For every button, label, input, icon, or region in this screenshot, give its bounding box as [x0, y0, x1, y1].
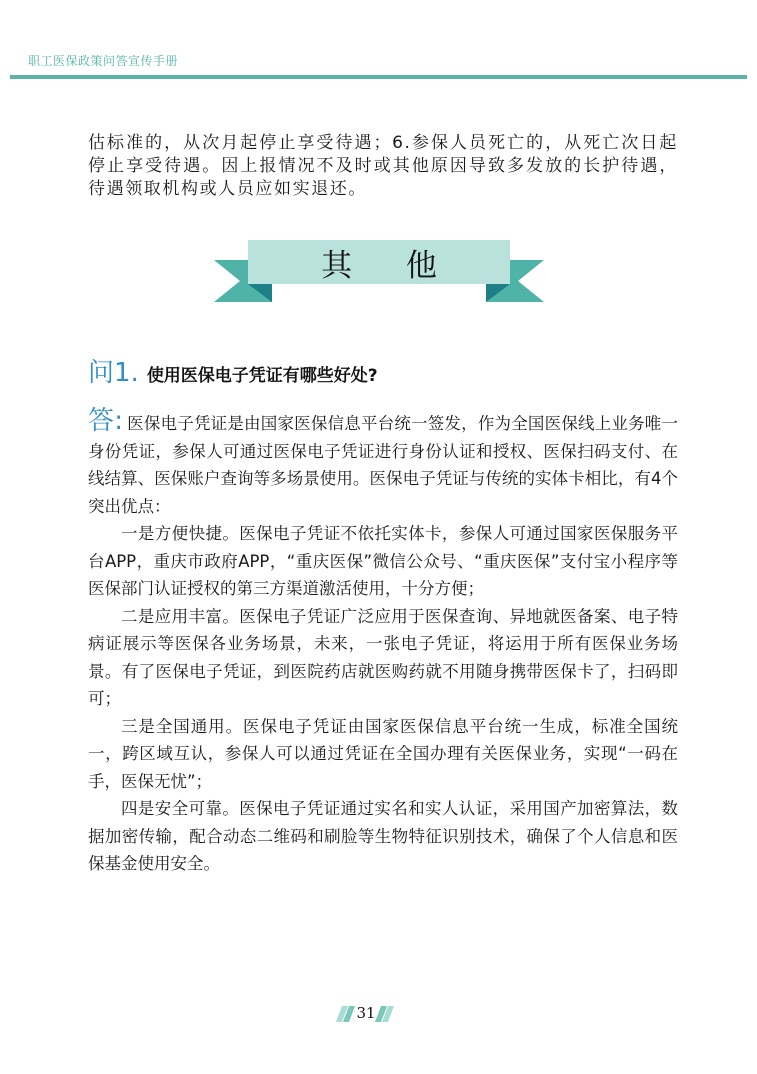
answer-point: 四是安全可靠。医保电子凭证通过实名和实人认证，采用国产加密算法，数据加密传输，配合动态二维码和刷脸等生物特征识别技术，确保了个人信息和医保基金使用安全。: [88, 799, 678, 873]
question-heading: [88, 352, 378, 389]
question-number: 问1.: [88, 358, 139, 388]
answer-block: [88, 406, 679, 878]
answer-point: 三是全国通用。医保电子凭证由国家医保信息平台统一生成，标准全国统一，跨区域互认，参保人可以通过凭证在全国办理有关医保业务，实现“一码在手，医保无忧”；: [88, 716, 678, 791]
section-banner: [214, 238, 544, 306]
header-title: 职工医保政策问答宣传手册: [28, 54, 179, 68]
answer-point: 一是方便快捷。医保电子凭证不依托实体卡，参保人可通过国家医保服务平台APP，重庆市政府APP，“重庆医保”微信公众号、“重庆医保”支付宝小程序等医保部门认证授权的第三方渠道激活使用，十分方便；: [88, 524, 678, 598]
question-text: 使用医保电子凭证有哪些好处?: [146, 366, 378, 386]
answer-label: 答:: [88, 406, 123, 436]
section-title: 其 他: [321, 247, 459, 284]
page-number: 31: [356, 1004, 376, 1022]
header-divider: [10, 75, 747, 79]
intro-paragraph: 估标准的，从次月起停止享受待遇；6.参保人员死亡的，从死亡次日起停止享受待遇。因上报情况不及时或其他原因导致多发放的长护待遇，待遇领取机构或人员应如实退还。: [88, 133, 678, 199]
page-number-badge: [330, 1002, 400, 1026]
answer-intro-text: 医保电子凭证是由国家医保信息平台统一签发，作为全国医保线上业务唯一身份凭证，参保人可通过医保电子凭证进行身份认证和授权、医保扫码支付、在线结算、医保账户查询等多场景使用。医保电子凭证与传统的实体卡相比，有4个突出优点：: [88, 414, 679, 516]
answer-intro: [88, 406, 679, 520]
answer-point: 二是应用丰富。医保电子凭证广泛应用于医保查询、异地就医备案、电子特病证展示等医保各业务场景，未来，一张电子凭证，将运用于所有医保业务场景。有了医保电子凭证，到医院药店就医购药就不用随身携带医保卡了，扫码即可；: [88, 606, 678, 708]
